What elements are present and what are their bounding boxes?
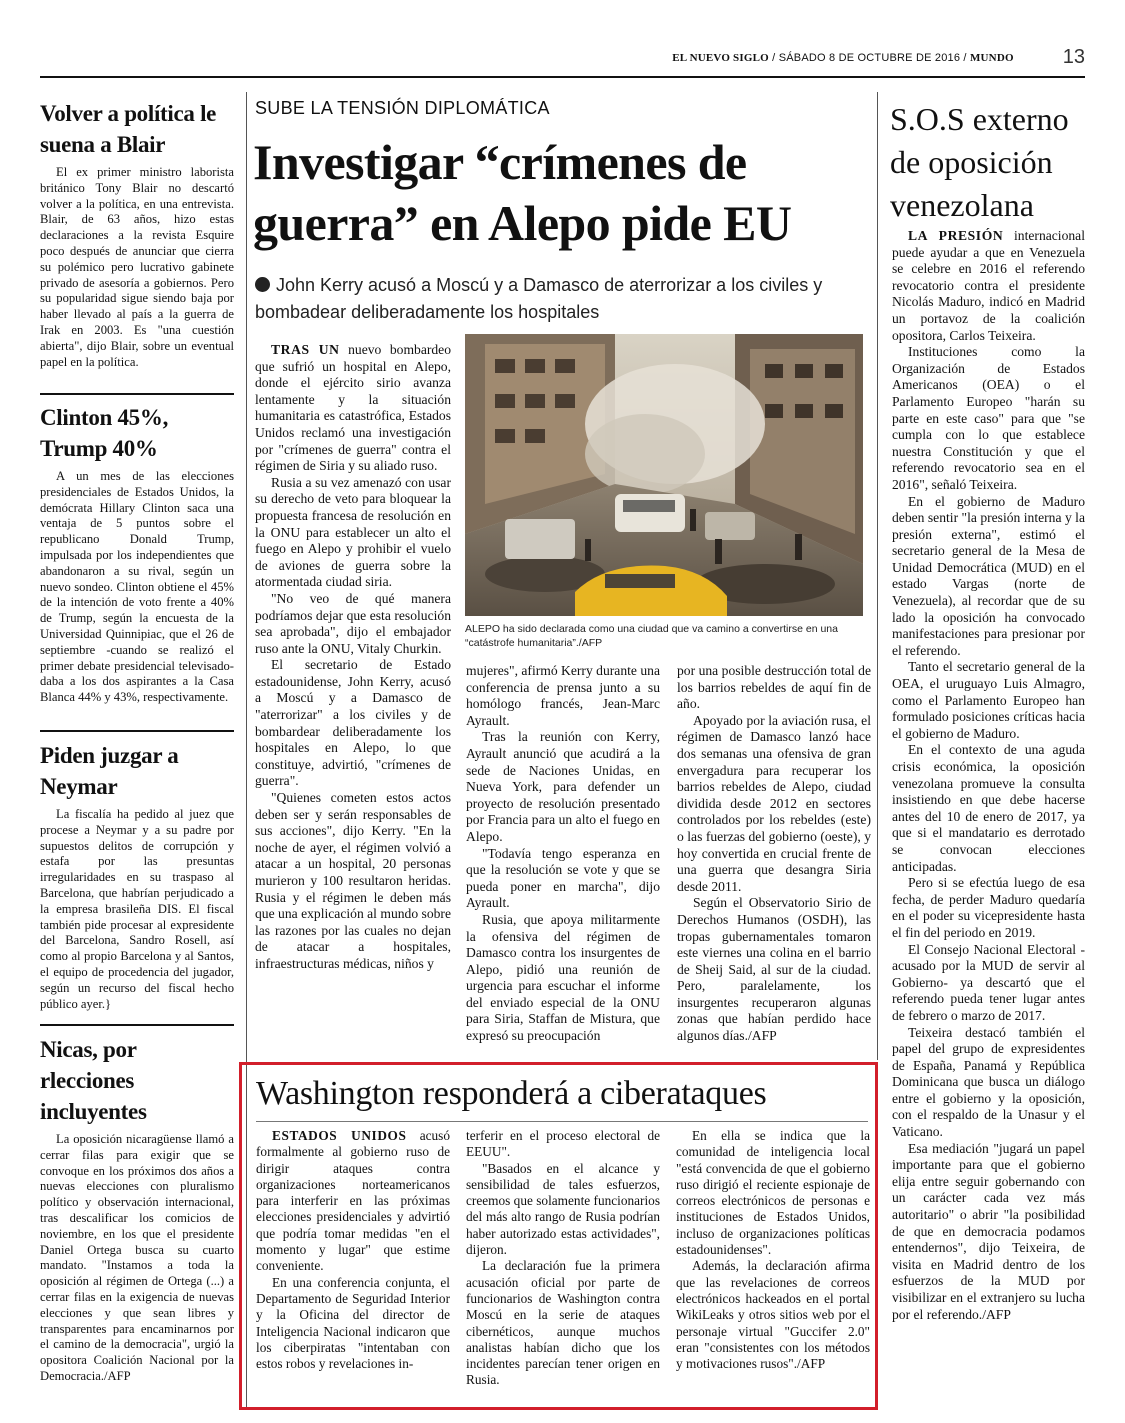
brief-separator xyxy=(40,1024,234,1026)
brief-title: Volver a política le suena a Blair xyxy=(40,101,217,157)
boxed-column-2 xyxy=(466,1128,660,1389)
street-scene-image xyxy=(465,334,863,616)
main-column-3 xyxy=(677,663,871,1045)
brief-body: La fiscalía ha pedido al juez que procese a Neymar y a su padre por supuestos delitos de corrupción y estafa por las presuntas irregularidades en su traspaso al Barcelona, que habrían perjudicado a la empresa brasileña DIS. El fiscal también pide procesar al expresidente del Barcelona, Sandro Rosell, así como al propio Barcelona y al Santos, el equipo de procedencia del jugador, según un recurso del fiscal hecho público ayer.} xyxy=(40,807,234,1011)
boxed-headline: Washington responderá a ciberataques xyxy=(256,1075,767,1112)
paragraph: "Basados en el alcance y sensibilidad de tales esfuerzos, creemos que solamente funcionarios del más alto rango de Rusia podrían haber autorizado estas actividades", dijeron. xyxy=(466,1160,660,1258)
paragraph: terferir en el proceso electoral de EEUU". xyxy=(466,1128,660,1160)
paragraph: "Quienes cometen estos actos deben ser y serán responsables de sus acciones", dijo Kerry. "En la noche de ayer, el régimen volvió a atacar a un hospital, 20 personas murieron y 100 resultaron heridas. Rusia y el régimen le deben más que una explicación al mundo sobre las razones por las cuales no dejan de atacar a hospitales, infraestructuras médicas, niños y xyxy=(255,790,451,971)
brief-title: Nicas, por rlecciones incluyentes xyxy=(40,1037,147,1124)
brief-separator xyxy=(40,393,234,395)
paragraph: En el contexto de una aguda crisis económica, la oposición venezolana promueve la consulta insistiendo en que debe hacerse antes del 10 de enero de 2017, ya que si el mandatario es derrotado se convocan elecciones anticipadas. xyxy=(892,742,1085,874)
paragraph: En el gobierno de Maduro deben sentir "la presión interna y la presión externa", estimó el secretario general de la Mesa de Unidad Democrática (MUD) en el estado Vargas (norte de Venezuela), al recordar que de su lado la oposición ha convocado manifestaciones para presionar por el referendo. xyxy=(892,493,1085,658)
paragraph: Tras la reunión con Kerry, Ayrault anunció que acudirá a la sede de Naciones Unidas, en Nueva York, para defender un proyecto de resolución presentado por Francia para un alto el fuego en Alepo. xyxy=(466,729,660,844)
aleppo-photo xyxy=(465,334,863,616)
paragraph: El secretario de Estado estadounidense, John Kerry, acusó a Moscú y a Damasco de "aterrorizar" a los civiles y de bombardear deliberadamente los hospitales en Alepo, lo que constituye, advirtió, "crímenes de guerra". xyxy=(255,657,451,789)
paragraph: Tanto el secretario general de la OEA, el uruguayo Luis Almagro, como el Parlamento Europeo han formulado posiciones críticas hacia el gobierno de Maduro. xyxy=(892,659,1085,741)
paragraph: Además, la declaración afirma que las revelaciones de correos electrónicos hackeados en el portal WikiLeaks y otros sitios web por el personaje virtual "Guccifer 2.0" eran "consistentes con los métodos y motivaciones rusos"./AFP xyxy=(676,1258,870,1372)
deck-text: John Kerry acusó a Moscú y a Damasco de aterrorizar a los civiles y bombadear deliberadamente los hospitales xyxy=(255,275,823,322)
bullet-icon xyxy=(255,277,270,292)
brief-title: Piden juzgar a Neymar xyxy=(40,743,179,799)
section-name: MUNDO xyxy=(969,52,1014,64)
paragraph: nuevo bombardeo que sufrió un hospital en Alepo, donde el ejército sirio avanza lentamente y la situación humanitaria es catastrófica, Estados Unidos reclamó una investigación por "crímenes de guerra" contra el régimen de Siria y su aliado ruso. xyxy=(255,342,452,474)
paragraph: Esa mediación "jugará un papel importante para que el gobierno elija entre seguir gobernando con un carácter cada vez más autoritario" o abrir "la posibilidad de que en democracia podamos entendernos", dijo Teixeira, de visita en Madrid dentro de los esfuerzos de la MUD por visibilizar en el extranjero su lucha por el referendo./AFP xyxy=(892,1140,1085,1322)
paragraph: Rusia, que apoya militarmente la ofensiva del régimen de Damasco contra los insurgentes de Alepo, pidió una reunión de urgencia para escuchar el informe del enviado especial de la ONU para Siria, Staffan de Mistura, que expresó su preocupación xyxy=(466,911,660,1044)
brief-neymar xyxy=(40,740,234,1012)
lead-caps: ESTADOS UNIDOS xyxy=(272,1128,407,1143)
paragraph: "No veo de qué manera podríamos dejar que esta resolución sea aprobada", dijo el embajador ruso ante la ONU, Vitaly Churkin. xyxy=(255,590,451,656)
boxed-headline-rule xyxy=(256,1121,868,1122)
right-headline: S.O.S externo de oposición venezolana xyxy=(890,101,1069,223)
brief-body: A un mes de las elecciones presidenciales de Estados Unidos, la demócrata Hillary Clinton saca una ventaja de 5 puntos sobre el republicano Donald Trump, impulsada por los independientes que abandonaron a su rival, según un nuevo sondeo. Clinton obtiene el 45% de la intención de voto frente a 40% de Trump, según la encuesta de la Universidad Quinnipiac, que el 26 de septiembre -cuando se realizó el primer debate presidencial televisado- daba a los dos aspirantes a la Casa Blanca 44% y 43%, respectivamente. xyxy=(40,469,234,705)
lead-caps: TRAS UN xyxy=(271,342,340,357)
main-headline: Investigar “crímenes de guerra” en Alepo pide EU xyxy=(253,134,792,251)
paragraph: "Todavía tengo esperanza en que la resolución se vote y que se pueda poner en marcha", dijo Ayrault. xyxy=(466,845,660,911)
boxed-column-3 xyxy=(676,1128,870,1372)
paragraph: Pero si se efectúa luego de esa fecha, de perder Maduro quedaría en el poder su vicepresidente hasta el fin del periodo en 2019. xyxy=(892,875,1085,940)
main-column-1 xyxy=(255,342,451,973)
right-column xyxy=(892,228,1085,1323)
paper-name: EL NUEVO SIGLO xyxy=(672,52,769,64)
paragraph: En ella se indica que la comunidad de inteligencia local "está convencida de que el gobierno ruso dirigió el reciente espionaje de correos electrónicos de personas e instituciones de Estados Unidos, incluso de organizaciones políticas estadounidenses". xyxy=(676,1128,870,1258)
paragraph: Según el Observatorio Sirio de Derechos Humanos (OSDH), las tropas gubernamentales tomaron este viernes una colina en el barrio de Sheij Said, al sur de la ciudad. Pero, paralelamente, los insurgentes recuperaron algunas zonas que habían perdido hace algunos días./AFP xyxy=(677,895,871,1044)
main-column-2 xyxy=(466,663,660,1045)
page-number: 13 xyxy=(1062,46,1085,68)
brief-separator xyxy=(40,730,234,732)
main-deck xyxy=(255,272,860,326)
paragraph: Apoyado por la aviación rusa, el régimen de Damasco lanzó hace dos semanas una ofensiva de gran envergadura para recuperar los barrios rebeldes de Alepo, ciudad dividida desde 2012 en sectores controlados por los rebeldes (este) o las fuerzas del gobierno (oeste), y hoy convertida en crucial frente de una guerra que desangra Siria desde 2011. xyxy=(677,712,871,894)
paragraph: El Consejo Nacional Electoral -acusado por la MUD de servir al Gobierno- ya descartó que el referendo pueda tener lugar antes de febrero o marzo de 2017. xyxy=(892,941,1085,1023)
photo-caption: ALEPO ha sido declarada como una ciudad que va camino a convertirse en una “catástrofe humanitaria”./AFP xyxy=(465,623,838,649)
paragraph: acusó formalmente al gobierno ruso de dirigir ataques contra organizaciones norteamericanos para interferir en las próximas elecciones presidenciales y advirtió que podría tomar medidas "en el momento y lugar" que estime conveniente. xyxy=(256,1128,450,1274)
boxed-column-1 xyxy=(256,1128,450,1372)
brief-body: La oposición nicaragüense llamó a cerrar filas para exigir que se convoque en los próximos dos años a nuevas elecciones con pluralismo político y observación internacional, tras descalificar los comicios de noviembre, en los que el presidente Daniel Ortega busca su cuarto mandato. "Instamos a toda la oposición al régimen de Ortega (...) a cerrar filas en la exigencia de nuevas elecciones y que sean libres y transparentes para encaminarnos por el camino de la democracia", urgió la opositora Coalición Nacional por la Democracia./AFP xyxy=(40,1132,234,1383)
brief-blair xyxy=(40,98,234,370)
paragraph: Rusia a su vez amenazó con usar su derecho de veto para bloquear la propuesta francesa de resolución en la ONU para establecer un alto el fuego en Alepo y prohibir el vuelo de aviones de guerra sobre la atormentada ciudad siria. xyxy=(255,474,451,590)
paragraph: Teixeira destacó también el papel del grupo de expresidentes de España, Panamá y República Dominicana que busca un diálogo entre el gobierno y la oposición, con el respaldo de la Unasur y el Vaticano. xyxy=(892,1024,1085,1140)
paragraph: mujeres", afirmó Kerry durante una conferencia de prensa junto a su homólogo francés, Jean-Marc Ayrault. xyxy=(466,663,660,728)
brief-title: Clinton 45%, Trump 40% xyxy=(40,405,169,461)
page-header xyxy=(40,46,1085,78)
lead-caps: LA PRESIÓN xyxy=(908,228,1004,243)
brief-clinton xyxy=(40,402,234,706)
paragraph: En una conferencia conjunta, el Departamento de Seguridad Interior y la Oficina del director de Inteligencia Nacional indicaron que los ciberpiratas "intentaban con estos robos y revelaciones in- xyxy=(256,1274,450,1372)
issue-date: SÁBADO 8 DE OCTUBRE DE 2016 xyxy=(778,52,961,64)
brief-nicaragua xyxy=(40,1034,234,1385)
paragraph: Instituciones como la Organización de Estados Americanos (OEA) o el Parlamento Europeo "harán su parte en este caso" para que "se cumpla con lo que establece nuestra Constitución y que el referendo revocatorio sea en el 2016", señaló Teixeira. xyxy=(892,344,1085,492)
paragraph: por una posible destrucción total de los barrios rebeldes de aquí fin de año. xyxy=(677,663,871,712)
story-kicker: SUBE LA TENSIÓN DIPLOMÁTICA xyxy=(255,98,550,118)
header-dateline: EL NUEVO SIGLO / SÁBADO 8 DE OCTUBRE DE 2016 / MUNDO xyxy=(672,52,1014,64)
paragraph: internacional puede ayudar a que en Venezuela se celebre en 2016 el referendo revocatorio contra el presidente Nicolás Maduro, indicó en Madrid un portavoz de la coalición opositora, Carlos Teixeira. xyxy=(892,228,1085,343)
column-rule xyxy=(877,92,878,1060)
paragraph: La declaración fue la primera acusación oficial por parte de funcionarios de Washington contra Moscú en la serie de ataques cibernéticos, aunque muchos analistas habían dicho que los incidentes parecían tener origen en Rusia. xyxy=(466,1258,660,1388)
brief-body: El ex primer ministro laborista británico Tony Blair no descartó volver a la política, en una entrevista. Blair, de 63 años, hizo estas declaraciones a la revista Esquire poco después de anunciar que cierra su polémico pero lucrativo gabinete privado de asesoría a gobiernos. Pero su popularidad sigue siendo baja por haber llevado al país a la guerra de Irak en 2003. Es "una cuestión abierta", dijo Blair, sobre un eventual papel en la política. xyxy=(40,165,234,369)
